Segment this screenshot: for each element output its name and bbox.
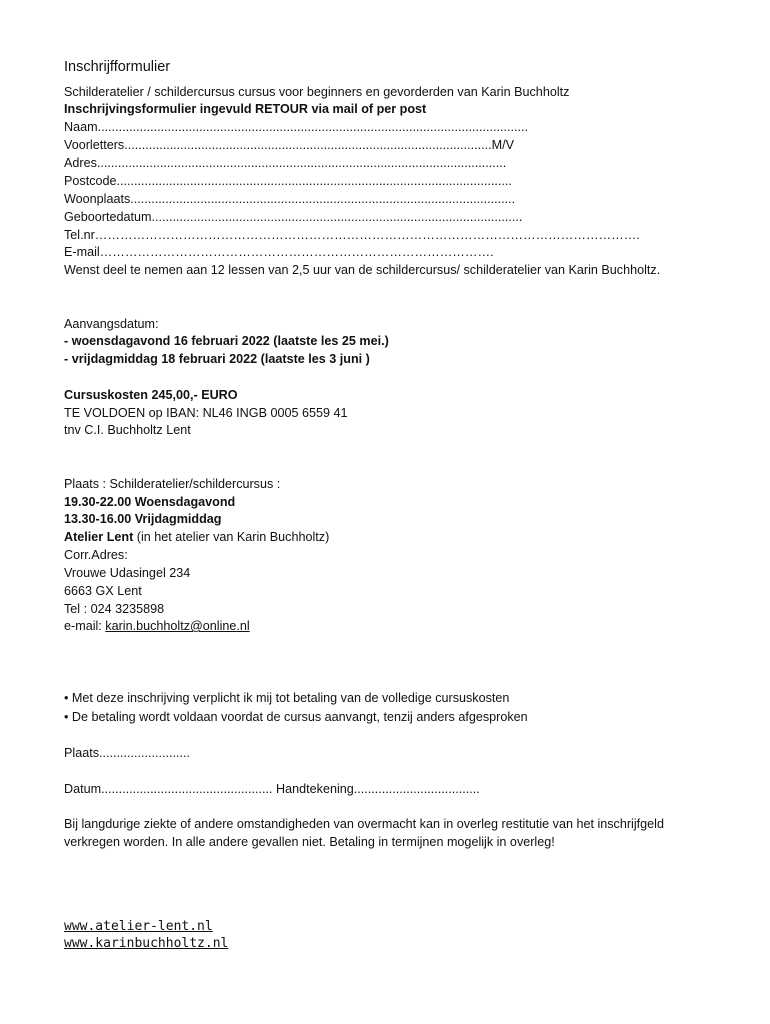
subtitle: Schilderatelier / schildercursus cursus voor beginners en gevorderden van Karin Buchholtz	[64, 85, 570, 99]
website-link-karin-text[interactable]: www.karinbuchholtz.nl	[64, 936, 229, 951]
studio-note: (in het atelier van Karin Buchholtz)	[133, 530, 330, 544]
field-naam: Naam...........................................................................................................................	[64, 120, 528, 134]
disclaimer-text: Bij langdurige ziekte of andere omstandigheden van overmacht kan in overleg restitutie van het inschrijfgeld verkregen worden. In alle andere gevallen niet. Betaling in termijnen mogelijk in overleg!	[64, 817, 664, 849]
field-telnr: Tel.nr………………………………………………………………………………………………………………….	[64, 228, 640, 242]
time-wednesday: 19.30-22.00 Woensdagavond	[64, 495, 236, 509]
studio-name: Atelier Lent	[64, 530, 134, 544]
studio-line	[64, 529, 329, 545]
email-link[interactable]: karin.buchholtz@online.nl	[105, 619, 250, 633]
start-option-2: - vrijdagmiddag 18 februari 2022 (laatste les 3 juni )	[64, 352, 370, 366]
time-friday: 13.30-16.00 Vrijdagmiddag	[64, 512, 222, 526]
field-geboortedatum: Geboortedatum..........................................................................................................	[64, 210, 523, 224]
start-label: Aanvangsdatum:	[64, 317, 159, 331]
field-postcode: Postcode.................................................................................................................	[64, 174, 512, 188]
website-link-atelier[interactable]	[64, 919, 213, 935]
field-email: E-mail………………………………………………………………………………….	[64, 245, 494, 259]
tnv-line: tnv C.I. Buchholtz Lent	[64, 423, 191, 437]
page-title: Inschrijfformulier	[64, 59, 171, 75]
website-link-karin[interactable]	[64, 936, 228, 952]
bullet-item: • De betaling wordt voldaan voordat de cursus aanvangt, tenzij anders afgesproken	[64, 710, 528, 724]
field-adres: Adres.....................................................................................................................	[64, 156, 507, 170]
course-cost: Cursuskosten 245,00,- EURO	[64, 388, 238, 402]
intro-text: Wenst deel te nemen aan 12 lessen van 2,5 uur van de schildercursus/ schilderatelier van Karin Buchholtz.	[64, 263, 661, 277]
phone-line: Tel : 024 3235898	[64, 602, 165, 616]
field-woonplaats: Woonplaats..............................................................................................................	[64, 192, 516, 206]
street-line: Vrouwe Udasingel 234	[64, 566, 191, 580]
postal-line: 6663 GX Lent	[64, 584, 142, 598]
email-label: e-mail:	[64, 619, 106, 633]
instruction: Inschrijvingsformulier ingevuld RETOUR via mail of per post	[64, 102, 427, 116]
corr-address-label: Corr.Adres:	[64, 548, 128, 562]
field-voorletters: Voorletters.........................................................................................................M/V	[64, 138, 514, 152]
start-option-1: - woensdagavond 16 februari 2022 (laatste les 25 mei.)	[64, 334, 389, 348]
website-link-atelier-text[interactable]: www.atelier-lent.nl	[64, 919, 213, 934]
iban-line: TE VOLDOEN op IBAN: NL46 INGB 0005 6559 41	[64, 406, 348, 420]
email-line	[64, 618, 250, 634]
location-label: Plaats : Schilderatelier/schildercursus :	[64, 477, 281, 491]
bullet-item: • Met deze inschrijving verplicht ik mij tot betaling van de volledige cursuskosten	[64, 691, 510, 705]
sign-place-field: Plaats..........................	[64, 746, 190, 760]
sign-date-signature-field: Datum................................................. Handtekening....................................	[64, 782, 480, 796]
